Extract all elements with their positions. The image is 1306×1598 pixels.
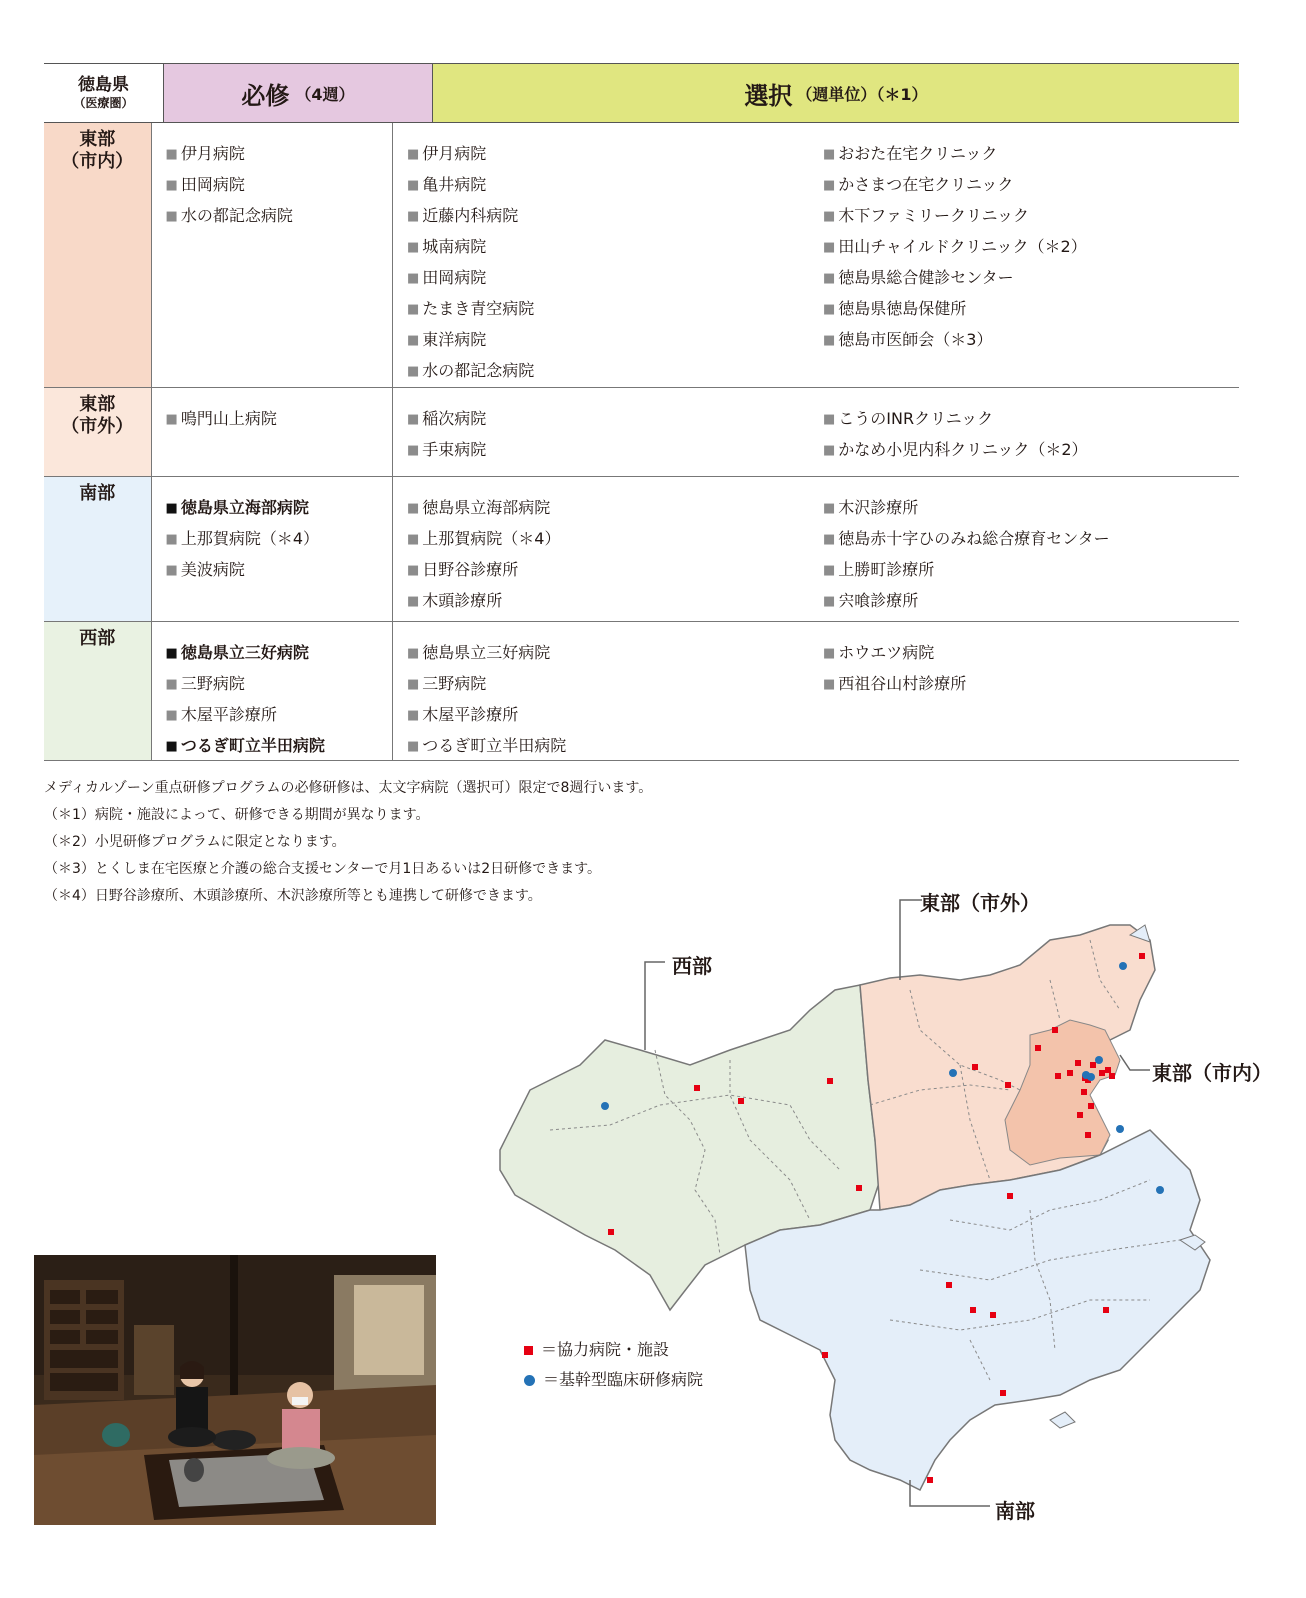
elective-column xyxy=(823,404,1239,476)
list-item: ■ 亀井病院 xyxy=(407,175,487,194)
region-label: 東部 （市外） xyxy=(44,388,151,476)
partner-hospital-marker xyxy=(1085,1132,1091,1138)
core-hospital-marker xyxy=(949,1069,957,1077)
required-cell xyxy=(151,388,392,476)
list-item: ■ 伊月病院 xyxy=(407,144,487,163)
region-label: 南部 xyxy=(44,477,151,621)
list-item: ■ 上那賀病院（＊4） xyxy=(407,529,561,548)
partner-hospital-marker xyxy=(1109,1073,1115,1079)
note-line: （＊2）小児研修プログラムに限定となります。 xyxy=(44,834,346,850)
elective-column xyxy=(407,638,823,760)
header-prefecture: 徳島県 （医療圏） xyxy=(44,64,163,122)
header-required: 必修 （4週） xyxy=(163,64,432,122)
partner-hospital-marker xyxy=(1035,1045,1041,1051)
bullet-square-icon: ■ xyxy=(823,302,836,317)
map-label-west: 西部 xyxy=(672,954,712,978)
core-hospital-marker xyxy=(1156,1186,1164,1194)
required-cell xyxy=(151,477,392,621)
list-item: ■ 徳島赤十字ひのみね総合療育センター xyxy=(823,529,1110,548)
list-item: ■ 徳島県立海部病院 xyxy=(407,498,551,517)
note-line: （＊3）とくしま在宅医療と介護の総合支援センターで月1日あるいは2日研修できます。 xyxy=(44,861,602,877)
partner-hospital-marker xyxy=(927,1477,933,1483)
elective-column xyxy=(407,493,823,621)
required-cell xyxy=(151,622,392,760)
partner-hospital-marker xyxy=(1099,1070,1105,1076)
list-item: ■ 徳島県立海部病院 xyxy=(165,498,309,517)
bullet-square-icon: ■ xyxy=(165,677,178,692)
partner-hospital-marker xyxy=(608,1229,614,1235)
partner-hospital-marker xyxy=(990,1312,996,1318)
partner-hospital-marker xyxy=(694,1085,700,1091)
required-cell xyxy=(151,123,392,387)
partner-hospital-marker xyxy=(946,1282,952,1288)
list-item: ■ 三野病院 xyxy=(165,674,245,693)
elective-column xyxy=(407,139,823,387)
partner-hospital-marker xyxy=(972,1064,978,1070)
partner-hospital-marker xyxy=(1105,1067,1111,1073)
map-label-east-inner: 東部（市内） xyxy=(1152,1061,1272,1085)
map-label-south: 南部 xyxy=(995,1499,1035,1523)
tokushima-region-map xyxy=(490,880,1290,1540)
list-item: ■ 上那賀病院（＊4） xyxy=(165,529,320,548)
bullet-square-icon: ■ xyxy=(165,646,178,661)
list-item: ■ 稲次病院 xyxy=(407,409,487,428)
bullet-square-icon: ■ xyxy=(823,443,836,458)
bullet-square-icon: ■ xyxy=(823,594,836,609)
table-row xyxy=(44,622,1239,761)
header-elective: 選択 （週単位）（＊1） xyxy=(432,64,1239,122)
list-item: ■ 徳島県立三好病院 xyxy=(165,643,309,662)
bullet-square-icon: ■ xyxy=(165,532,178,547)
list-item: ■ 西祖谷山村診療所 xyxy=(823,674,967,693)
list-item: ■ 東洋病院 xyxy=(407,330,487,349)
bullet-square-icon: ■ xyxy=(823,532,836,547)
elective-column xyxy=(407,404,823,476)
bullet-square-icon: ■ xyxy=(823,209,836,224)
bullet-square-icon: ■ xyxy=(165,708,178,723)
bullet-square-icon: ■ xyxy=(407,240,420,255)
bullet-square-icon: ■ xyxy=(407,594,420,609)
blue-circle-icon xyxy=(524,1375,535,1386)
partner-hospital-marker xyxy=(1007,1193,1013,1199)
partner-hospital-marker xyxy=(1075,1060,1081,1066)
bullet-square-icon: ■ xyxy=(407,646,420,661)
partner-hospital-marker xyxy=(1055,1073,1061,1079)
list-item: ■ ホウエツ病院 xyxy=(823,643,935,662)
bullet-square-icon: ■ xyxy=(165,739,178,754)
bullet-square-icon: ■ xyxy=(823,412,836,427)
partner-hospital-marker xyxy=(1103,1307,1109,1313)
list-item: ■ 木下ファミリークリニック xyxy=(823,206,1030,225)
list-item: ■ 徳島県立三好病院 xyxy=(407,643,551,662)
list-item: ■ 近藤内科病院 xyxy=(407,206,519,225)
bullet-square-icon: ■ xyxy=(407,209,420,224)
map-label-east-outer: 東部（市外） xyxy=(920,891,1040,915)
note-line: （＊1）病院・施設によって、研修できる期間が異なります。 xyxy=(44,807,430,823)
legend-item-partner: ＝協力病院・施設 xyxy=(524,1335,703,1365)
list-item: ■ 美波病院 xyxy=(165,560,245,579)
elective-cell xyxy=(392,622,1239,760)
list-item: ■ おおた在宅クリニック xyxy=(823,144,998,163)
bullet-square-icon: ■ xyxy=(823,677,836,692)
bullet-square-icon: ■ xyxy=(165,147,178,162)
map-legend xyxy=(524,1335,703,1395)
bullet-square-icon: ■ xyxy=(823,563,836,578)
core-hospital-marker xyxy=(1116,1125,1124,1133)
list-item: ■ たまき青空病院 xyxy=(407,299,535,318)
partner-hospital-marker xyxy=(1081,1089,1087,1095)
bullet-square-icon: ■ xyxy=(407,532,420,547)
table-header xyxy=(44,64,1239,123)
partner-hospital-marker xyxy=(827,1078,833,1084)
elective-column xyxy=(823,493,1239,621)
list-item: ■ 水の都記念病院 xyxy=(165,206,293,225)
bullet-square-icon: ■ xyxy=(823,147,836,162)
list-item: ■ 田山チャイルドクリニック（＊2） xyxy=(823,237,1087,256)
bullet-square-icon: ■ xyxy=(407,147,420,162)
partner-hospital-marker xyxy=(1088,1103,1094,1109)
bullet-square-icon: ■ xyxy=(407,708,420,723)
bullet-square-icon: ■ xyxy=(165,209,178,224)
red-square-icon xyxy=(524,1346,533,1355)
list-item: ■ 徳島県総合健診センター xyxy=(823,268,1014,287)
bullet-square-icon: ■ xyxy=(165,501,178,516)
list-item: ■ 木屋平診療所 xyxy=(407,705,519,724)
bullet-square-icon: ■ xyxy=(823,240,836,255)
bullet-square-icon: ■ xyxy=(407,501,420,516)
bullet-square-icon: ■ xyxy=(823,646,836,661)
photo-irori-room xyxy=(34,1255,436,1525)
bullet-square-icon: ■ xyxy=(407,443,420,458)
core-hospital-marker xyxy=(1087,1073,1095,1081)
list-item: ■ 木屋平診療所 xyxy=(165,705,277,724)
list-item: ■ つるぎ町立半田病院 xyxy=(407,736,567,755)
bullet-square-icon: ■ xyxy=(407,302,420,317)
list-item: ■ 宍喰診療所 xyxy=(823,591,919,610)
bullet-square-icon: ■ xyxy=(823,501,836,516)
list-item: ■ 水の都記念病院 xyxy=(407,361,535,380)
bullet-square-icon: ■ xyxy=(407,563,420,578)
bullet-square-icon: ■ xyxy=(407,677,420,692)
region-label: 西部 xyxy=(44,622,151,760)
list-item: ■ 三野病院 xyxy=(407,674,487,693)
list-item: ■ つるぎ町立半田病院 xyxy=(165,736,325,755)
bullet-square-icon: ■ xyxy=(407,333,420,348)
elective-column xyxy=(823,638,1239,760)
partner-hospital-marker xyxy=(1005,1082,1011,1088)
elective-column xyxy=(823,139,1239,387)
elective-cell xyxy=(392,477,1239,621)
partner-hospital-marker xyxy=(1000,1390,1006,1396)
bullet-square-icon: ■ xyxy=(823,178,836,193)
core-hospital-marker xyxy=(1095,1056,1103,1064)
region-label: 東部 （市内） xyxy=(44,123,151,387)
bullet-square-icon: ■ xyxy=(823,333,836,348)
partner-hospital-marker xyxy=(1090,1062,1096,1068)
elective-cell xyxy=(392,388,1239,476)
table-row xyxy=(44,388,1239,477)
bullet-square-icon: ■ xyxy=(407,364,420,379)
list-item: ■ 城南病院 xyxy=(407,237,487,256)
list-item: ■ 田岡病院 xyxy=(407,268,487,287)
partner-hospital-marker xyxy=(970,1307,976,1313)
list-item: ■ 田岡病院 xyxy=(165,175,245,194)
partner-hospital-marker xyxy=(1067,1070,1073,1076)
bullet-square-icon: ■ xyxy=(407,271,420,286)
partner-hospital-marker xyxy=(1077,1112,1083,1118)
list-item: ■ かなめ小児内科クリニック（＊2） xyxy=(823,440,1088,459)
list-item: ■ 木沢診療所 xyxy=(823,498,919,517)
table-row xyxy=(44,123,1239,388)
table-row xyxy=(44,477,1239,622)
list-item: ■ 日野谷診療所 xyxy=(407,560,519,579)
hospital-table xyxy=(44,63,1239,761)
island xyxy=(1050,1412,1075,1428)
note-line: （＊4）日野谷診療所、木頭診療所、木沢診療所等とも連携して研修できます。 xyxy=(44,888,542,904)
list-item: ■ 上勝町診療所 xyxy=(823,560,935,579)
table-body xyxy=(44,123,1239,761)
list-item: ■ 鳴門山上病院 xyxy=(165,409,277,428)
list-item: ■ かさまつ在宅クリニック xyxy=(823,175,1014,194)
partner-hospital-marker xyxy=(1139,953,1145,959)
list-item: ■ 伊月病院 xyxy=(165,144,245,163)
bullet-square-icon: ■ xyxy=(165,412,178,427)
list-item: ■ こうのINRクリニック xyxy=(823,409,994,428)
bullet-square-icon: ■ xyxy=(165,563,178,578)
list-item: ■ 手束病院 xyxy=(407,440,487,459)
partner-hospital-marker xyxy=(856,1185,862,1191)
note-line: メディカルゾーン重点研修プログラムの必修研修は、太文字病院（選択可）限定で8週行います。 xyxy=(44,780,653,796)
partner-hospital-marker xyxy=(822,1352,828,1358)
bullet-square-icon: ■ xyxy=(407,412,420,427)
bullet-square-icon: ■ xyxy=(407,739,420,754)
list-item: ■ 木頭診療所 xyxy=(407,591,503,610)
bullet-square-icon: ■ xyxy=(823,271,836,286)
core-hospital-marker xyxy=(601,1102,609,1110)
bullet-square-icon: ■ xyxy=(407,178,420,193)
legend-item-core: ＝基幹型臨床研修病院 xyxy=(524,1365,703,1395)
core-hospital-marker xyxy=(1119,962,1127,970)
partner-hospital-marker xyxy=(1052,1027,1058,1033)
partner-hospital-marker xyxy=(738,1098,744,1104)
list-item: ■ 徳島県徳島保健所 xyxy=(823,299,967,318)
bullet-square-icon: ■ xyxy=(165,178,178,193)
list-item: ■ 徳島市医師会（＊3） xyxy=(823,330,993,349)
elective-cell xyxy=(392,123,1239,387)
